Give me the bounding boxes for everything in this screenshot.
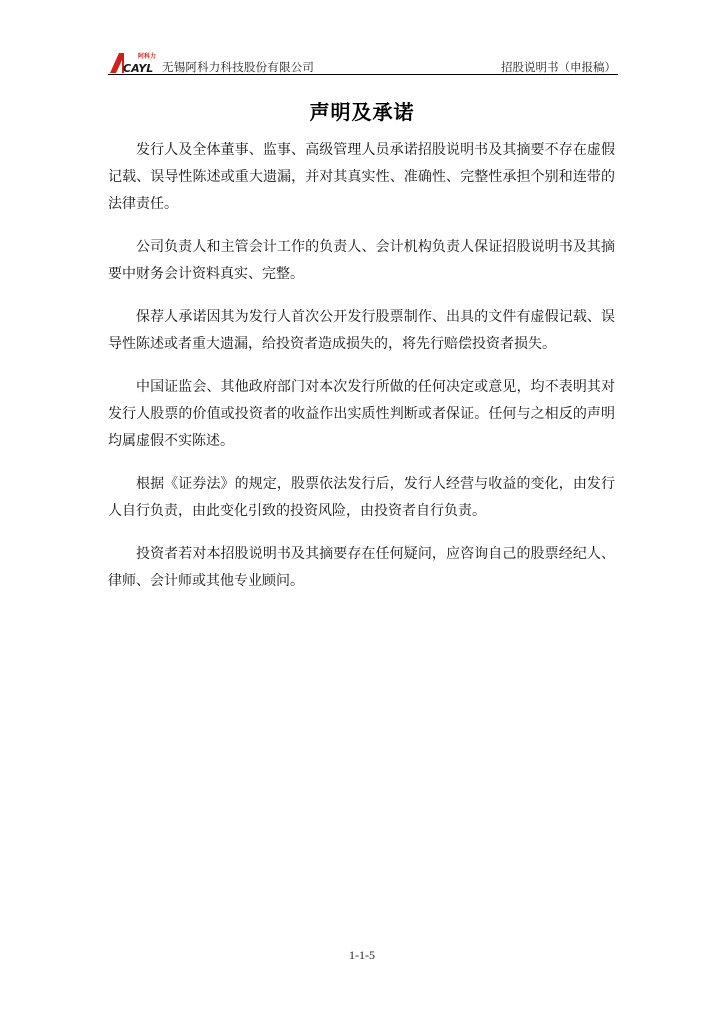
company-logo xyxy=(108,50,160,74)
paragraph-4: 中国证监会、其他政府部门对本次发行所做的任何决定或意见，均不表明其对发行人股票的价值或投资者的收益作出实质性判断或者保证。任何与之相反的声明均属虚假不实陈述。 xyxy=(108,379,615,449)
paragraph-1: 发行人及全体董事、监事、高级管理人员承诺招股说明书及其摘要不存在虚假记载、误导性陈述或重大遗漏，并对其真实性、准确性、完整性承担个别和连带的法律责任。 xyxy=(108,142,615,212)
paragraph-2: 公司负责人和主管会计工作的负责人、会计机构负责人保证招股说明书及其摘要中财务会计资料真实、完整。 xyxy=(108,239,615,282)
page-number: 1-1-5 xyxy=(349,948,375,962)
document-label: 招股说明书（申报稿） xyxy=(501,60,616,74)
paragraph-6: 投资者若对本招股说明书及其摘要存在任何疑问，应咨询自己的股票经纪人、律师、会计师或其他专业顾问。 xyxy=(108,546,615,589)
company-name: 无锡阿科力科技股份有限公司 xyxy=(162,60,315,74)
page-header xyxy=(108,50,618,76)
document-body xyxy=(108,137,615,611)
paragraph-3: 保荐人承诺因其为发行人首次公开发行股票制作、出具的文件有虚假记载、误导性陈述或者重大遗漏，给投资者造成损失的，将先行赔偿投资者损失。 xyxy=(108,309,615,352)
paragraph-5: 根据《证券法》的规定，股票依法发行后，发行人经营与收益的变化，由发行人自行负责，由此变化引致的投资风险，由投资者自行负责。 xyxy=(108,476,615,519)
page-title: 声明及承诺 xyxy=(309,100,415,124)
header-divider xyxy=(108,74,618,75)
logo-text: CAYL xyxy=(123,62,154,74)
logo-small-text: 阿科力 xyxy=(138,53,157,60)
